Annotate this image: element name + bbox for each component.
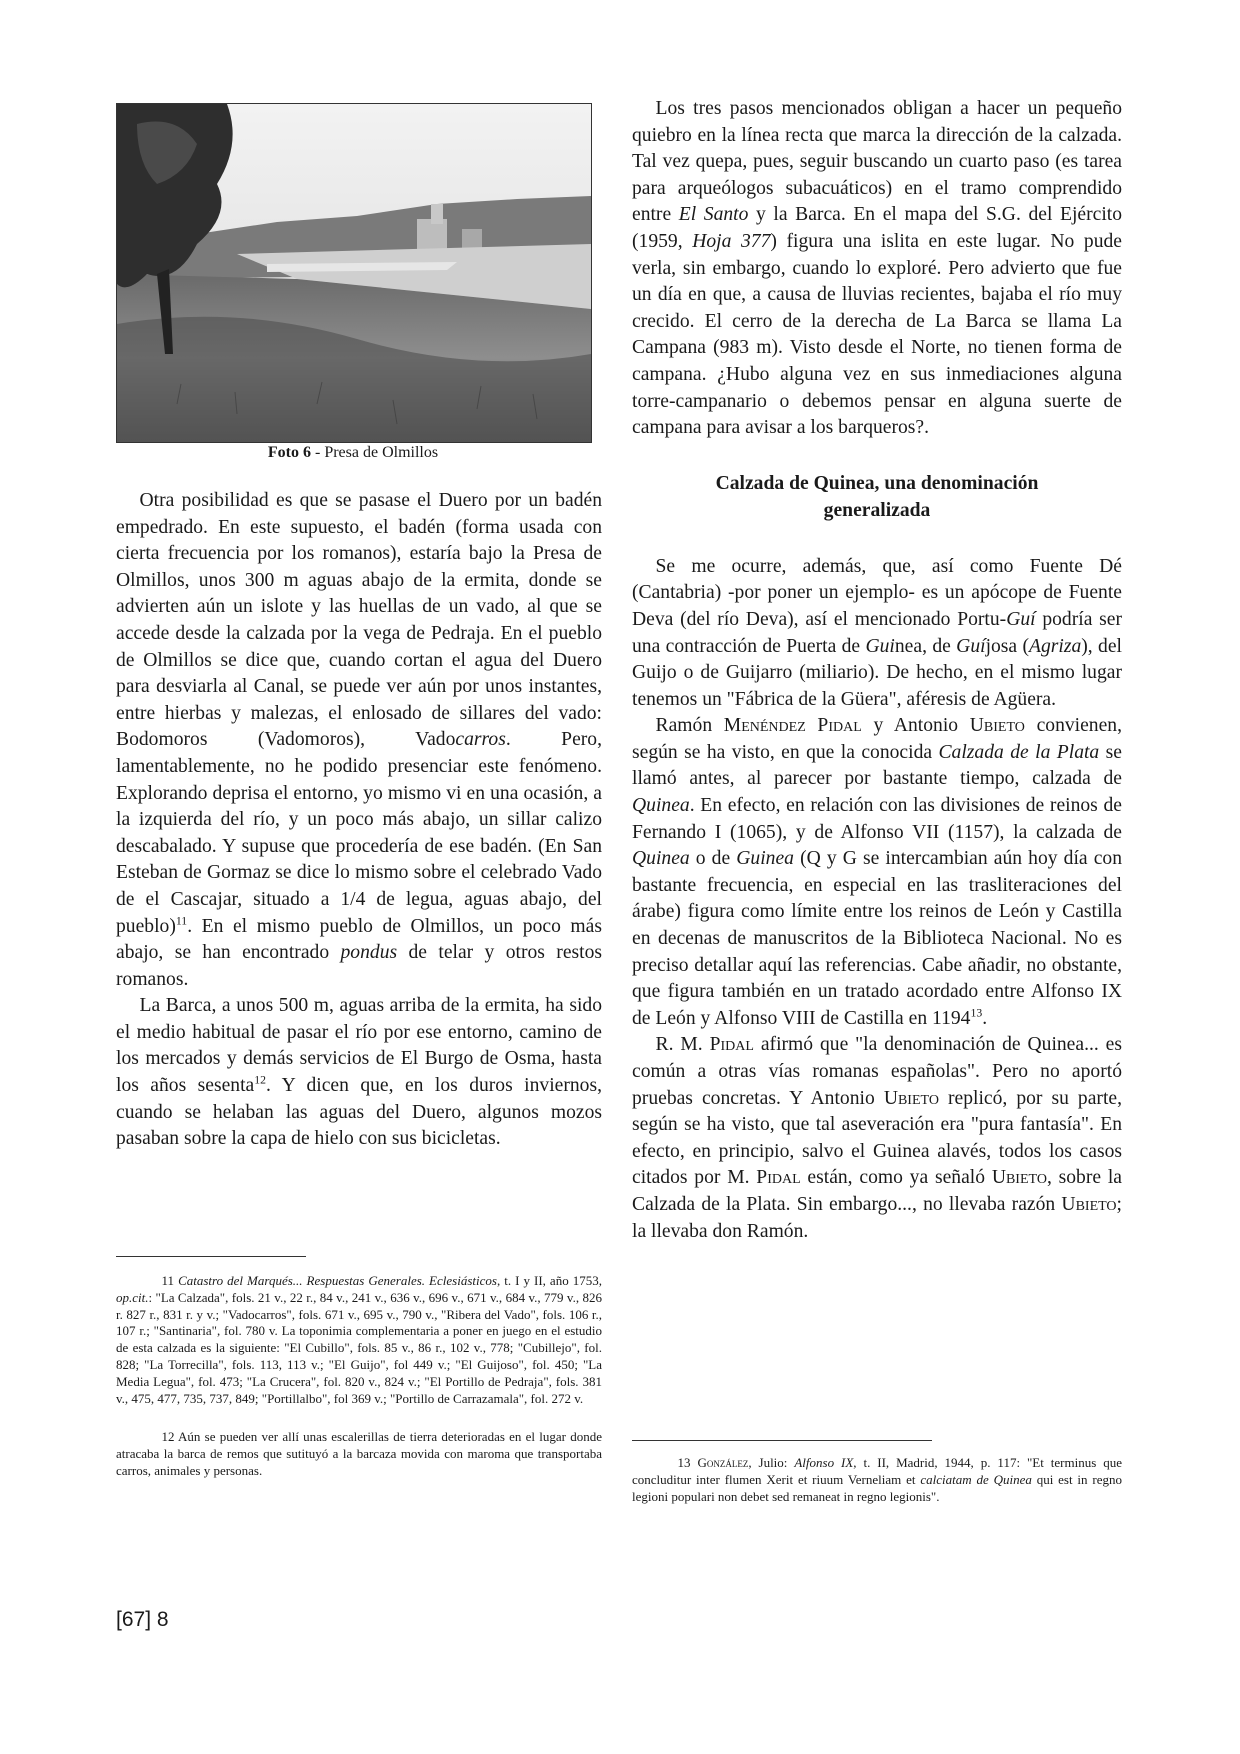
left-footnotes (116, 1256, 602, 1480)
left-paragraph-2: La Barca, a unos 500 m, aguas arriba de la ermita, ha sido el medio habitual de pasar el río por ese entorno, camino de los mercados y demás servicios de El Burgo de Osma, hasta los años sesenta$^{12}$. Y dicen que, en los duros inviernos, cuando se helaban las aguas del Duero, algunos mozos pasaban sobre la capa de hielo con sus bicicletas. (116, 995, 602, 1150)
right-paragraph-3: Ramón Menéndez Pidal y Antonio Ubieto convienen, según se ha visto, en que la conocida Calzada de la Plata se llamó antes, al parecer por bastante tiempo, calzada de Quinea. En efecto, en relación con las divisiones de reinos de Fernando I (1065), y de Alfonso VII (1157), la calzada de Quinea o de Guinea (Q y G se intercambian aún hoy día con bastante frecuencia, en especial en las trasliteraciones del árabe) figura como límite entre los reinos de León y Castilla en decenas de manuscritos de la Biblioteca Nacional. No es preciso detallar aquí las referencias. Cabe añadir, no obstante, que figura también en un tratado acordado entre Alfonso IX de León y Alfonso VIII de Castilla en 1194$^{13}$. (632, 715, 1122, 1029)
page-number: [67] 8 (116, 1608, 169, 1631)
footnote-rule-right (632, 1440, 932, 1441)
landscape-photo-image (117, 104, 591, 442)
footnote-rule-left (116, 1256, 306, 1257)
left-column (116, 488, 602, 1153)
right-column (632, 96, 1122, 1245)
caption-label: Foto 6 (267, 444, 311, 461)
right-paragraph-4: R. M. Pidal afirmó que "la denominación de Quinea... es común a otras vías romanas españolas". Pero no aportó pruebas concretas. Y Antonio Ubieto replicó, por su parte, según se ha visto, que tal aseveración era "pura fantasía". En efecto, en principio, salvo el Guinea alavés, todos los casos citados por M. Pidal están, como ya señaló Ubieto, sobre la Calzada de la Plata. Sin embargo..., no llevaba razón Ubieto; la llevaba don Ramón. (632, 1034, 1122, 1242)
section-heading: Calzada de Quinea, una denominación generalizada (715, 472, 1039, 521)
footnote-12: 12 Aún se pueden ver allí unas escalerillas de tierra deterioradas en el lugar donde atracaba la barca de remos que sutituyó a la barcaza movida con maroma que transportaba carros, animales y personas. (116, 1429, 602, 1478)
right-footnotes (632, 1440, 1122, 1505)
left-paragraph-1: Otra posibilidad es que se pasase el Duero por un badén empedrado. En este supuesto, el badén (forma usada con cierta frecuencia por los romanos), estaría bajo la Presa de Olmillos, unos 300 m aguas abajo de la ermita, donde se advierten aún un islote y las huellas de un vado, al que se accede desde la calzada por la vega de Pedraja. En el pueblo de Olmillos se dice que, cuando cortan el agua del Duero para desviarla al Canal, se puede ver aún por unos instantes, entre hierbas y malezas, el enlosado de sillares del vado: Bodomoros (Vadomoros), Vadocarros. Pero, lamentablemente, no he podido presenciar este fenómeno. Explorando deprisa el entorno, yo mismo vi en una ocasión, a la izquierda del río, y un poco más abajo, un sillar calizo descabalado. Y supuse que procedería de ese badén. (En San Esteban de Gormaz se dice lo mismo sobre el celebrado Vado de el Cascajar, situado a 1/4 de legua, aguas abajo, del pueblo)$^{11}$. En el mismo pueblo de Olmillos, un poco más abajo, se han encontrado pondus de telar y otros restos romanos. (116, 490, 603, 990)
footnote-13: 13 González, Julio: Alfonso IX, t. II, Madrid, 1944, p. 117: "Et terminus que concluditur inter flumen Xerit et riuum Verneliam et calciatam de Quinea qui est in regno legioni populari non debet sed remaneat in regno legionis". (632, 1455, 1122, 1504)
right-paragraph-2: Se me ocurre, además, que, así como Fuente Dé (Cantabria) -por poner un ejemplo- es un apócope de Fuente Deva (del río Deva), así el mencionado Portu-Guí podría ser una contracción de Puerta de Guinea, de Guíjosa (Agriza), del Guijo o de Guijarro (miliario). De hecho, en el mismo lugar tenemos un "Fábrica de la Güera", aféresis de Agüera. (632, 555, 1122, 710)
caption-text: - Presa de Olmillos (311, 444, 439, 461)
footnote-11: 11 Catastro del Marqués... Respuestas Generales. Eclesiásticos, t. I y II, año 1753, op.cit.: "La Calzada", fols. 21 v., 22 r., 84 v., 241 v., 636 v., 696 v., 671 v., 684 v., 779 v., 826 r. 827 r., 831 r. y v.; "Vadocarros", fols. 671 v., 695 v., 790 v., "Ribera del Vado", fols. 106 r., 107 r.; "Santinaria", fol. 780 v. La toponimia complementaria a poner en juego en el estudio de esta calzada es la siguiente: "El Cubillo", fols. 85 v., 86 r., 102 v., 778; "Cubillejo", fol. 828; "La Torrecilla", fols. 113, 113 v.; "El Guijo", fol 449 v.; "El Guijoso", fol. 450; "La Media Legua", fol. 473; "La Crucera", fol. 820 v., 824 v.; "El Portillo de Pedraja", fols. 381 v., 475, 477, 735, 737, 849; "Portillalbo", fol 369 v.; "Portillo de Carrazamala", fol. 272 v. (116, 1273, 602, 1406)
photo-caption (116, 444, 590, 462)
right-paragraph-1: Los tres pasos mencionados obligan a hacer un pequeño quiebro en la línea recta que marca la dirección de la calzada. Tal vez quepa, pues, seguir buscando un cuarto paso (es tarea para arqueólogos subacuáticos) en el tramo comprendido entre El Santo y la Barca. En el mapa del S.G. del Ejército (1959, Hoja 377) figura una islita en este lugar. No pude verla, sin embargo, cuando lo exploré. Pero advierto que fue un día en que, a causa de lluvias recientes, bajaba el río muy crecido. El cerro de la derecha de La Barca se llama La Campana (983 m). Visto desde el Norte, no tienen forma de campana. ¿Hubo alguna vez en sus inmediaciones alguna torre-campanario o debemos pensar en alguna suerte de campana para avisar a los barqueros?. (632, 98, 1123, 439)
photo-presa-olmillos (116, 103, 592, 443)
